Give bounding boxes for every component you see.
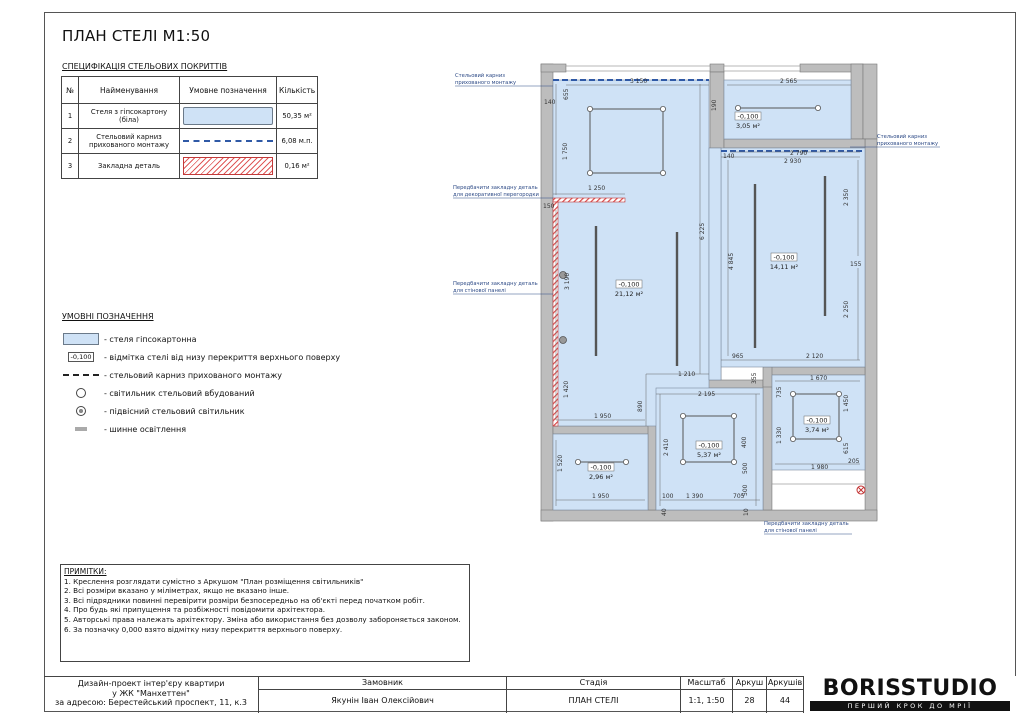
svg-text:2 930: 2 930: [784, 158, 802, 165]
project-line: Дизайн-проект інтер'єру квартири: [77, 679, 225, 688]
spec-name: Стельовий карниз прихованого монтажу: [79, 129, 180, 154]
project-cell: [44, 677, 259, 713]
svg-text:1 750: 1 750: [562, 142, 569, 160]
room-level: -0,100: [618, 280, 640, 289]
client-cell: [259, 677, 507, 713]
stage-value: ПЛАН СТЕЛІ: [568, 696, 619, 705]
svg-text:1 390: 1 390: [686, 493, 704, 500]
sheet-header: Аркуш: [733, 677, 766, 690]
svg-text:2 790: 2 790: [790, 150, 808, 157]
spec-name: Стеля з гіпсокартону (біла): [79, 104, 180, 129]
svg-text:6 225: 6 225: [699, 222, 706, 240]
spec-name: Закладна деталь: [79, 154, 180, 179]
svg-text:1 950: 1 950: [592, 493, 610, 500]
legend-label: - підвісний стельовий світильник: [104, 406, 245, 416]
scale-value: 1:1, 1:50: [688, 696, 725, 705]
callout-cornice-top: Стельовий карниз: [455, 73, 505, 79]
room-area: 3,05 м²: [735, 122, 761, 130]
svg-text:2 565: 2 565: [780, 78, 798, 85]
sheets-header: Аркушів: [767, 677, 803, 690]
svg-text:2 195: 2 195: [698, 391, 716, 398]
spec-qty: 50,35 м²: [277, 104, 318, 129]
logo-slogan: ПЕРШИЙ КРОК ДО МРІЇ: [810, 701, 1010, 711]
spec-no: 1: [62, 104, 79, 129]
svg-text:прихованого монтажу: прихованого монтажу: [455, 80, 517, 86]
svg-text:705: 705: [733, 493, 745, 500]
legend-label: - стеля гіпсокартонна: [104, 334, 197, 344]
svg-text:3 150: 3 150: [630, 78, 648, 85]
svg-text:2 350: 2 350: [843, 188, 850, 206]
studio-logo: [804, 676, 1016, 713]
room-level: -0,100: [590, 463, 612, 472]
spec-qty: 0,16 м²: [277, 154, 318, 179]
client-value: Якунін Іван Олексійович: [331, 696, 434, 705]
logo-brand: BORISSTUDIO: [822, 676, 998, 701]
svg-text:190: 190: [711, 99, 718, 111]
svg-text:100: 100: [662, 493, 674, 500]
sheets-cell: [767, 677, 804, 713]
spec-header-name: Найменування: [79, 77, 180, 104]
scale-header: Масштаб: [681, 677, 732, 690]
svg-text:140: 140: [544, 99, 556, 106]
spec-qty: 6,08 м.п.: [277, 129, 318, 154]
svg-text:615: 615: [843, 442, 850, 454]
spec-header-qty: Кількість: [277, 77, 318, 104]
room-area: 3,74 м²: [804, 426, 830, 434]
notes: [60, 564, 470, 662]
room-level: -0,100: [773, 253, 795, 262]
room-area: 21,12 м²: [614, 290, 644, 298]
legend-label: - відмітка стелі від низу перекриття верхнього поверху: [104, 352, 341, 362]
shaft: [772, 484, 865, 510]
svg-text:500: 500: [742, 484, 749, 496]
windows: [566, 66, 800, 71]
sheets-value: 44: [779, 696, 791, 705]
svg-text:2 120: 2 120: [806, 353, 824, 360]
note-line: 5. Авторські права належать архітектору. Зміна або використання без дозволу забороняється законом.: [64, 614, 461, 624]
svg-text:1 450: 1 450: [843, 394, 850, 412]
svg-text:1 950: 1 950: [594, 413, 612, 420]
spec-no: 3: [62, 154, 79, 179]
svg-text:2 410: 2 410: [663, 438, 670, 456]
svg-text:140: 140: [723, 153, 735, 160]
room-area: 2,96 м²: [588, 473, 614, 481]
callout-detail-wall: Передбачити закладну деталь: [453, 281, 538, 287]
svg-text:1 670: 1 670: [810, 375, 828, 382]
svg-text:3 190: 3 190: [564, 272, 571, 290]
room-level: -0,100: [698, 441, 720, 450]
notes-title: ПРИМІТКИ:: [64, 567, 107, 576]
spec-title: СПЕЦИФІКАЦІЯ СТЕЛЬОВИХ ПОКРИТТІВ: [62, 62, 228, 71]
svg-text:40: 40: [661, 508, 668, 516]
sheet-cell: [733, 677, 767, 713]
legend-label: - шинне освітлення: [104, 424, 187, 434]
svg-text:для стінової панелі: для стінової панелі: [764, 528, 817, 534]
svg-text:1 210: 1 210: [678, 371, 696, 378]
title-block: [44, 676, 1016, 713]
room-area: 14,11 м²: [769, 263, 799, 271]
svg-text:965: 965: [732, 353, 744, 360]
svg-text:205: 205: [848, 458, 860, 465]
spec-header-symbol: Умовне позначення: [180, 77, 277, 104]
svg-text:150: 150: [543, 203, 555, 210]
svg-text:400: 400: [741, 436, 748, 448]
note-line: 6. За позначку 0,000 взято відмітку низу перекриття верхнього поверху.: [64, 624, 343, 634]
svg-text:500: 500: [742, 462, 749, 474]
svg-text:4 845: 4 845: [728, 252, 735, 270]
sheet-value: 28: [744, 696, 755, 705]
legend-label: - світильник стельовий вбудований: [104, 388, 255, 398]
svg-text:2 250: 2 250: [843, 300, 850, 318]
room-area: 5,37 м²: [696, 451, 722, 459]
svg-text:655: 655: [563, 88, 570, 100]
svg-text:для декоративної перегородки: для декоративної перегородки: [453, 192, 539, 198]
note-line: 4. Про будь які припущення та розбіжності повідомити архітектора.: [64, 605, 326, 615]
callout-detail-wall: Передбачити закладну деталь: [764, 521, 849, 527]
svg-text:1 330: 1 330: [776, 426, 783, 444]
note-line: 2. Всі розміри вказано у міліметрах, якщо не вказано інше.: [64, 586, 290, 596]
callout-detail-partition: Передбачити закладну деталь: [453, 185, 538, 191]
scale-cell: [681, 677, 733, 713]
svg-text:10: 10: [743, 508, 750, 516]
spec-header-no: №: [62, 77, 79, 104]
note-line: 3. Всі підрядники повинні перевірити розміри безпосередньо на об'єкті перед початком робіт.: [64, 595, 425, 605]
level-tag-icon: -0,100: [68, 352, 95, 362]
svg-text:1 980: 1 980: [811, 464, 829, 471]
ceiling-wardrobe: [724, 80, 851, 139]
note-line: 1. Креслення розглядати сумістно з Аркушом "План розміщення світильників": [64, 576, 364, 586]
svg-text:для стінової панелі: для стінової панелі: [453, 288, 506, 294]
svg-text:прихованого монтажу: прихованого монтажу: [877, 141, 939, 147]
stage-cell: [507, 677, 681, 713]
svg-text:155: 155: [850, 261, 862, 268]
project-line: у ЖК "Манхеттен": [112, 688, 190, 698]
svg-text:1 520: 1 520: [557, 454, 564, 472]
legend-title: УМОВНІ ПОЗНАЧЕННЯ: [62, 312, 154, 321]
project-line: за адресою: Берестейський проспект, 11, к.3: [55, 698, 247, 707]
spec-no: 2: [62, 129, 79, 154]
page-title: ПЛАН СТЕЛІ М1:50: [62, 27, 211, 45]
stage-header: Стадія: [507, 677, 680, 690]
room-level: -0,100: [806, 416, 828, 425]
room-level: -0,100: [737, 112, 759, 121]
svg-text:1 420: 1 420: [563, 380, 570, 398]
svg-text:890: 890: [637, 400, 644, 412]
svg-text:355: 355: [751, 372, 758, 384]
callout-cornice-right: Стельовий карниз: [877, 134, 927, 140]
svg-text:735: 735: [776, 386, 783, 398]
legend-label: - стельовий карниз прихованого монтажу: [104, 370, 283, 380]
svg-text:1 250: 1 250: [588, 185, 606, 192]
client-header: Замовник: [259, 677, 506, 690]
